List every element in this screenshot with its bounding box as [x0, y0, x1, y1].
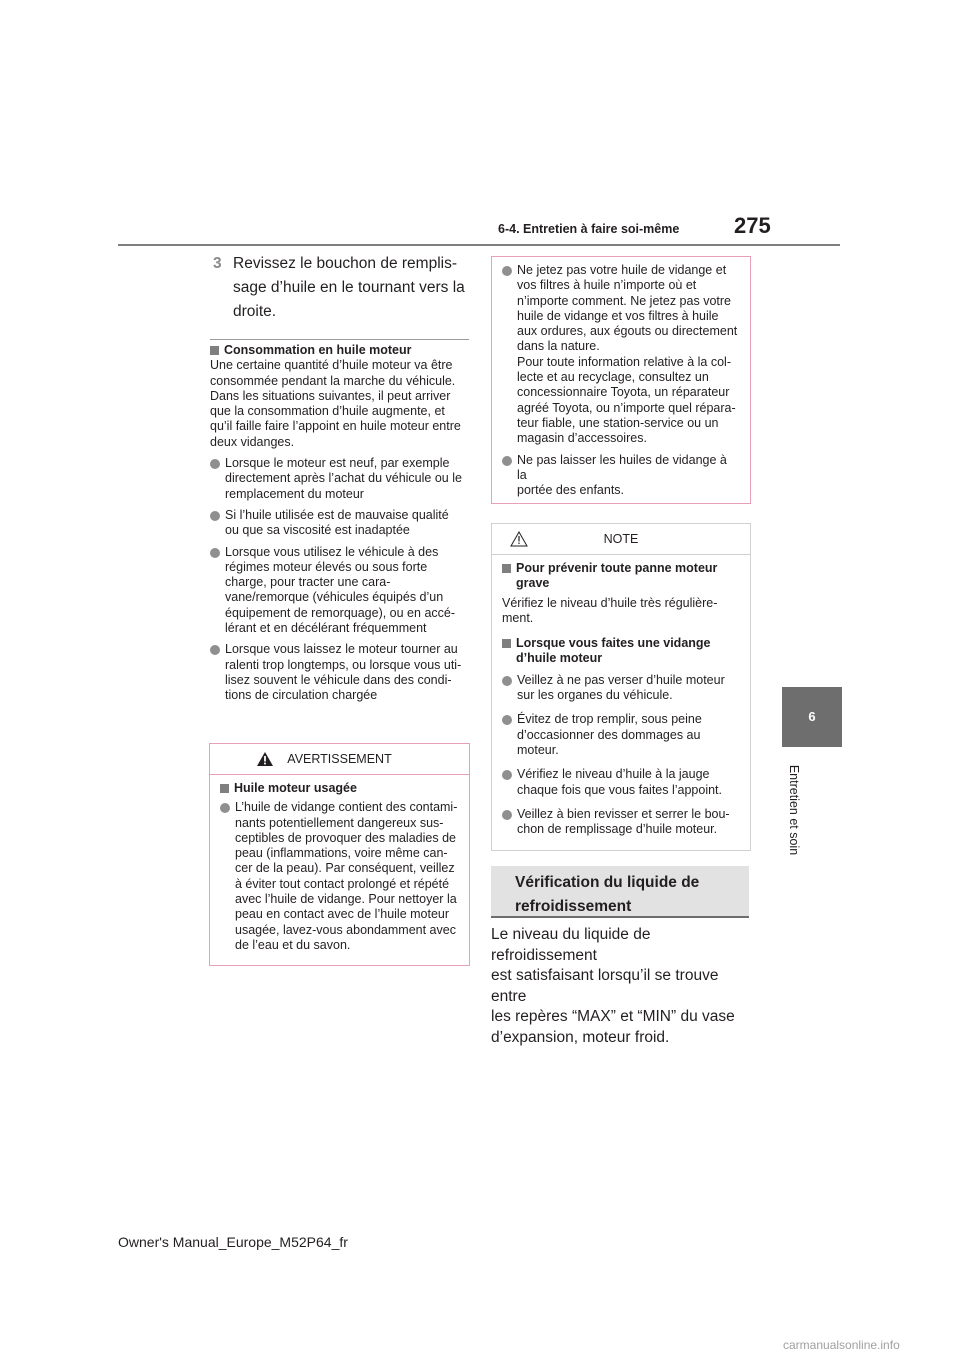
- coolant-section-heading: Vérification du liquide de refroidissement: [491, 866, 749, 918]
- bullet-icon: [220, 803, 230, 813]
- step-number: 3: [213, 255, 222, 272]
- list-item: Lorsque vous utilisez le véhicule à des régimes moteur élevés ou sous forte charge, pour tracter une cara- vane/remorque (véhicules équipés d’un équipement de remorquage), ou en accé- lérant et en décélérant fréquemment: [210, 545, 472, 637]
- bullet-icon: [210, 548, 220, 558]
- chapter-number: 6: [808, 709, 816, 724]
- list-item: Évitez de trop remplir, sous peine d’occasionner des dommages au moteur.: [502, 712, 740, 758]
- consumption-intro: Une certaine quantité d’huile moteur va être consommée pendant la marche du véhicule. Dans les situations suivantes, il peut arriver que la consommation d’huile augmente, et qu’il faille faire l’appoint en huile moteur entre deux vidanges.: [210, 358, 461, 449]
- bullet-icon: [502, 810, 512, 820]
- list-item: Vérifiez le niveau d’huile à la jauge chaque fois que vous faites l’appoint.: [502, 767, 740, 798]
- warning-box: [209, 743, 470, 966]
- square-bullet-icon: [502, 564, 511, 573]
- bullet-icon: [210, 511, 220, 521]
- note-title: NOTE: [492, 524, 750, 555]
- bullet-icon: [502, 770, 512, 780]
- note-text: Vérifiez le niveau d’huile très régulière- ment.: [502, 595, 718, 625]
- section-title: 6-4. Entretien à faire soi-même: [498, 222, 680, 236]
- bullet-icon: [502, 715, 512, 725]
- note-heading: Pour prévenir toute panne moteur grave: [502, 561, 740, 592]
- step-line: sage d’huile en le tournant vers la: [233, 279, 465, 296]
- list-item: Veillez à bien revisser et serrer le bou- chon de remplissage d’huile moteur.: [502, 807, 740, 838]
- chapter-tab: [782, 687, 842, 747]
- square-bullet-icon: [502, 639, 511, 648]
- bullet-icon: [210, 459, 220, 469]
- consumption-section: [210, 343, 472, 704]
- step-3: [213, 252, 475, 324]
- page-number: 275: [734, 213, 771, 238]
- caution-icon: [510, 531, 528, 547]
- step-line: droite.: [233, 303, 277, 320]
- separator: [210, 339, 469, 340]
- list-item: Lorsque vous laissez le moteur tourner au ralenti trop longtemps, ou lorsque vous uti- lisez souvent le véhicule dans des condi- tions de circulation chargée: [210, 642, 472, 703]
- list-item: L’huile de vidange contient des contami- nants potentiellement dangereux sus- ceptibles de provoquer des maladies de peau (inflammations, voire même can- cer de la peau). Par conséquent, veillez à éviter tout contact prolongé et répété avec l’huile de vidange. Pour nettoyer la peau en contact avec de l’huile moteur usagée, lavez-vous abondamment avec de l’eau et du savon.: [220, 800, 459, 953]
- watermark: carmanualsonline.info: [783, 1338, 900, 1352]
- square-bullet-icon: [220, 784, 229, 793]
- list-item: Ne pas laisser les huiles de vidange à la portée des enfants.: [502, 453, 740, 499]
- square-bullet-icon: [210, 346, 219, 355]
- header-rule: [118, 244, 840, 246]
- bullet-icon: [210, 645, 220, 655]
- list-item: Si l’huile utilisée est de mauvaise qualité ou que sa viscosité est inadaptée: [210, 508, 472, 539]
- coolant-text: Le niveau du liquide de refroidissement est satisfaisant lorsqu’il se trouve entre les repères “MAX” et “MIN” du vase d’expansion, moteur froid.: [491, 926, 735, 1046]
- bullet-icon: [502, 266, 512, 276]
- note-heading: Lorsque vous faites une vidange d’huile moteur: [502, 636, 740, 667]
- warning-title: AVERTISSEMENT: [210, 744, 469, 775]
- warning-icon: [256, 751, 274, 767]
- note-box: [491, 523, 751, 851]
- list-item: Veillez à ne pas verser d’huile moteur sur les organes du véhicule.: [502, 673, 740, 704]
- list-item: Lorsque le moteur est neuf, par exemple directement après l’achat du véhicule ou le remplacement du moteur: [210, 456, 472, 502]
- chapter-label: Entretien et soin: [787, 764, 801, 856]
- bullet-icon: [502, 676, 512, 686]
- list-item: Ne jetez pas votre huile de vidange et vos filtres à huile n’importe où et n’importe comment. Ne jetez pas votre huile de vidange et vos filtres à huile aux ordures, aux égouts ou directement dans la nature. Pour toute information relative à la col- lecte et au recyclage, consultez un concessionnaire Toyota, un réparateur agréé Toyota, ou n’importe quel répara- teur fiable, une station-service ou un magasin d’accessoires.: [502, 263, 740, 447]
- footer-manual-id: Owner's Manual_Europe_M52P64_fr: [118, 1234, 348, 1250]
- consumption-heading: Consommation en huile moteur: [210, 343, 472, 358]
- warning-heading: Huile moteur usagée: [220, 781, 459, 796]
- step-line: Revissez le bouchon de remplis-: [233, 255, 457, 272]
- warning-continued-box: [491, 256, 751, 504]
- bullet-icon: [502, 456, 512, 466]
